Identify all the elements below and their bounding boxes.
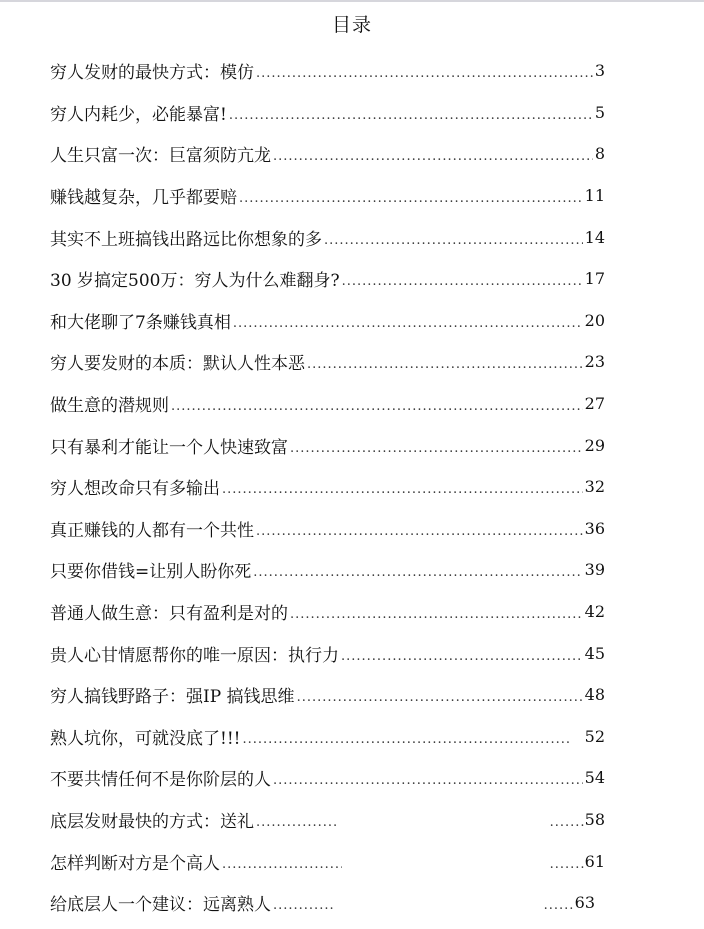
toc-entry-text: 赚钱越复杂，几乎都要赔 [50,188,237,209]
toc-entry[interactable] [50,92,605,134]
dot-leader [324,227,583,248]
toc-entry-text: 底层发财最快的方式：送礼 [50,811,254,832]
toc-entry-text: 穷人想改命只有多输出 [50,479,220,500]
toc-entry-text: 30 岁搞定500万：穷人为什么难翻身? [50,271,340,292]
toc-entry-text: 不要共情任何不是你阶层的人 [50,770,271,791]
dot-leader [544,892,574,913]
toc-entry[interactable] [50,216,605,258]
dot-leader [256,518,583,539]
toc-entry-page: 29 [584,435,605,455]
dot-leader [171,393,583,414]
toc-entry[interactable] [50,258,605,300]
dot-leader [307,351,583,372]
toc-entry-page: 36 [584,518,605,538]
dot-leader [253,559,582,580]
toc-entry[interactable] [50,175,605,217]
toc-title: 目录 [331,14,372,36]
toc-entry-text: 和大佬聊了7条赚钱真相 [50,312,231,333]
dot-leader [229,102,593,123]
toc-entry-text: 贵人心甘情愿帮你的唯一原因：执行力 [50,645,339,666]
toc-entry[interactable] [50,133,605,175]
toc-entry-text: 穷人搞钱野路子：强IP 搞钱思维 [50,687,295,708]
toc-entry-page: 5 [594,102,605,122]
toc-entry-text: 普通人做生意：只有盈利是对的 [50,604,288,625]
dot-leader [550,851,584,872]
toc-entry-page: 52 [584,726,605,746]
dot-leader [243,726,571,747]
toc-entry-text: 真正赚钱的人都有一个共性 [50,520,254,541]
toc-entry-page: 45 [584,643,605,663]
toc-entry[interactable] [50,50,605,92]
toc-entry[interactable] [50,300,605,342]
toc-entry[interactable] [50,840,605,882]
dot-leader [273,892,335,913]
toc-entry-text: 穷人内耗少，必能暴富! [50,104,227,125]
toc-entry[interactable] [50,757,605,799]
toc-entry-page: 3 [594,61,605,81]
dot-leader [256,60,593,81]
toc-entry-text: 只有暴利才能让一个人快速致富 [50,437,288,458]
dot-leader [233,310,583,331]
dot-leader [550,809,584,830]
dot-leader [341,643,583,664]
toc-entry[interactable] [50,424,605,466]
toc-entry[interactable] [50,549,605,591]
toc-entry[interactable] [50,716,605,758]
toc-entry[interactable] [50,799,605,841]
dot-leader [273,767,583,788]
table-of-contents [50,50,605,923]
toc-entry-page: 42 [584,602,605,622]
toc-entry-text: 怎样判断对方是个高人 [50,853,220,874]
toc-entry-text: 人生只富一次：巨富须防亢龙 [50,146,271,167]
dot-leader [222,851,342,872]
dot-leader [290,601,583,622]
dot-leader [297,684,583,705]
toc-entry-page: 39 [584,560,605,580]
toc-entry-page: 58 [584,809,605,829]
dot-leader [239,185,583,206]
dot-leader [273,143,593,164]
dot-leader [256,809,336,830]
toc-entry-page: 23 [584,352,605,372]
toc-entry-text: 只要你借钱=让别人盼你死 [50,562,252,583]
toc-entry-page: 48 [584,685,605,705]
toc-entry-text: 熟人坑你，可就没底了!!! [50,728,241,749]
toc-entry-page: 32 [584,477,605,497]
toc-entry[interactable] [50,882,605,924]
toc-entry-page: 63 [574,893,595,913]
toc-entry[interactable] [50,341,605,383]
toc-entry-page: 20 [584,310,605,330]
toc-entry-page: 54 [584,768,605,788]
toc-entry[interactable] [50,466,605,508]
toc-entry-page: 27 [584,394,605,414]
toc-entry-page: 61 [584,851,605,871]
toc-entry-page: 11 [584,186,605,206]
toc-entry-text: 其实不上班搞钱出路远比你想象的多 [50,229,322,250]
toc-entry[interactable] [50,508,605,550]
toc-entry-text: 做生意的潜规则 [50,396,169,417]
toc-entry[interactable] [50,383,605,425]
dot-leader [222,476,583,497]
page-top-border [0,0,704,2]
toc-entry-page: 8 [594,144,605,164]
dot-leader [342,268,583,289]
toc-entry[interactable] [50,674,605,716]
dot-leader [290,435,583,456]
toc-entry-page: 14 [584,227,605,247]
toc-entry-text: 给底层人一个建议：远离熟人 [50,895,271,916]
toc-entry-page: 17 [584,269,605,289]
toc-entry[interactable] [50,591,605,633]
toc-entry[interactable] [50,632,605,674]
toc-entry-text: 穷人发财的最快方式：模仿 [50,63,254,84]
toc-entry-text: 穷人要发财的本质：默认人性本恶 [50,354,305,375]
